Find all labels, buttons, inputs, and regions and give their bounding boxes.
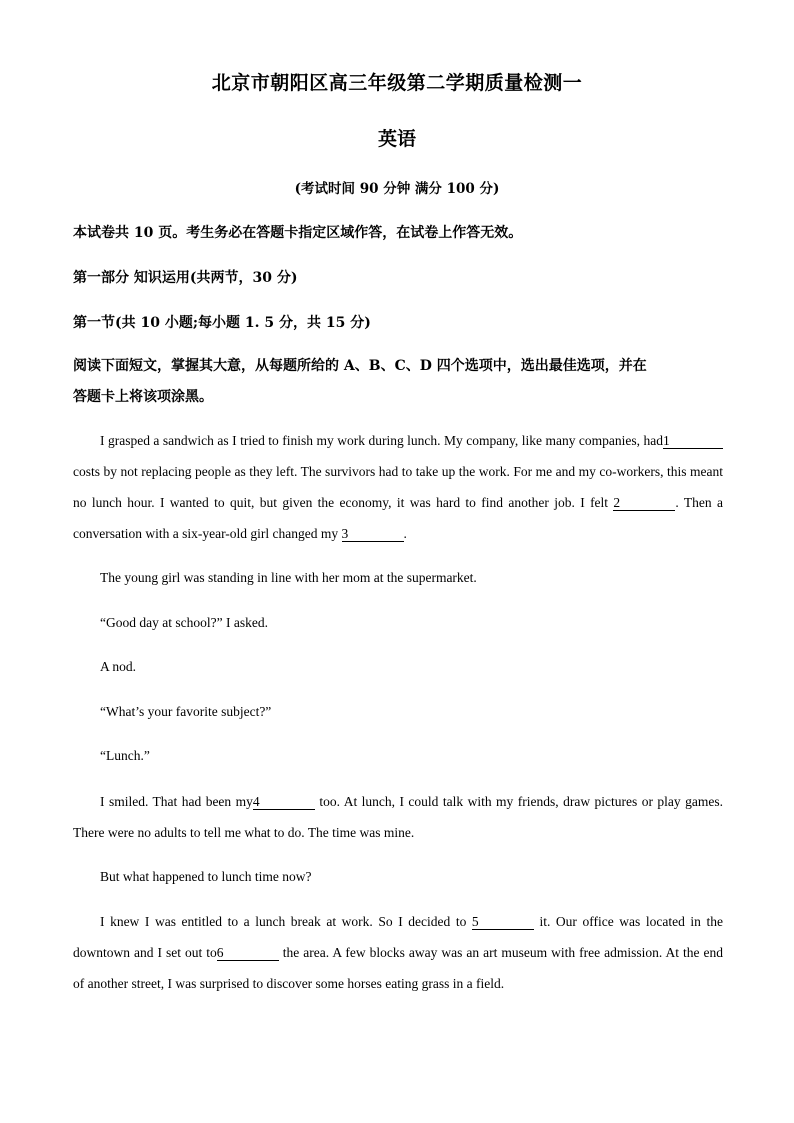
passage-paragraph-1 [73,425,723,549]
passage-paragraph-4: A nod. [100,659,137,674]
passage-text: costs by not replacing people as they left. The survivors had to take up the work. For me and my co-workers, this meant no lunch hour. I wanted to quit, but given the economy, it was hard to find another job. I felt [73,464,723,510]
directions-line-2: 答题卡上将该项涂黑。 [73,389,213,405]
exam-title: 北京市朝阳区高三年级第二学期质量检测一 [211,72,583,94]
passage-paragraph-3: “Good day at school?” I asked. [100,615,268,630]
part-heading: 第一部分 知识运用(共两节，30 分) [73,270,298,286]
passage-text: . [403,526,407,541]
blank-4: 4 [253,794,315,810]
blank-5: 5 [472,914,534,930]
passage-text: too. At lunch, I could talk with my friends, draw pictures or play games. There were no adults to tell me what to do. The time was mine. [73,794,723,840]
passage-text: I grasped a sandwich as I tried to finish my work during lunch. My company, like many companies, had [100,433,663,448]
blank-1: 1 [663,433,723,449]
subject-title: 英语 [377,128,416,150]
passage-paragraph-2: The young girl was standing in line with her mom at the supermarket. [100,570,477,585]
passage-text: I knew I was entitled to a lunch break at work. So I decided to [100,914,472,929]
passage-paragraph-8: But what happened to lunch time now? [100,869,312,884]
passage-paragraph-5: “What’s your favorite subject?” [100,704,272,719]
section-heading: 第一节(共 10 小题;每小题 1. 5 分，共 15 分) [73,315,371,331]
passage-paragraph-7 [73,786,723,848]
pages-notice: 本试卷共 10 页。考生务必在答题卡指定区域作答，在试卷上作答无效。 [73,225,523,241]
blank-6: 6 [217,945,279,961]
blank-3: 3 [342,526,404,542]
exam-time-score: (考试时间 90 分钟 满分 100 分) [294,181,500,197]
passage-paragraph-9 [73,906,723,999]
passage-text: I smiled. That had been my [100,794,253,809]
blank-2: 2 [613,495,675,511]
passage-text: . Then a conversation with a six-year-old girl changed my [73,495,723,541]
passage-text: the area. A few blocks away was an art museum with free admission. At the end of another street, I was surprised to discover some horses eating grass in a field. [73,945,723,991]
passage-paragraph-6: “Lunch.” [100,748,150,763]
directions-line-1: 阅读下面短文，掌握其大意，从每题所给的 A、B、C、D 四个选项中，选出最佳选项，并在 [73,358,647,374]
passage-text: it. Our office was located in the downtown and I set out to [73,914,723,960]
